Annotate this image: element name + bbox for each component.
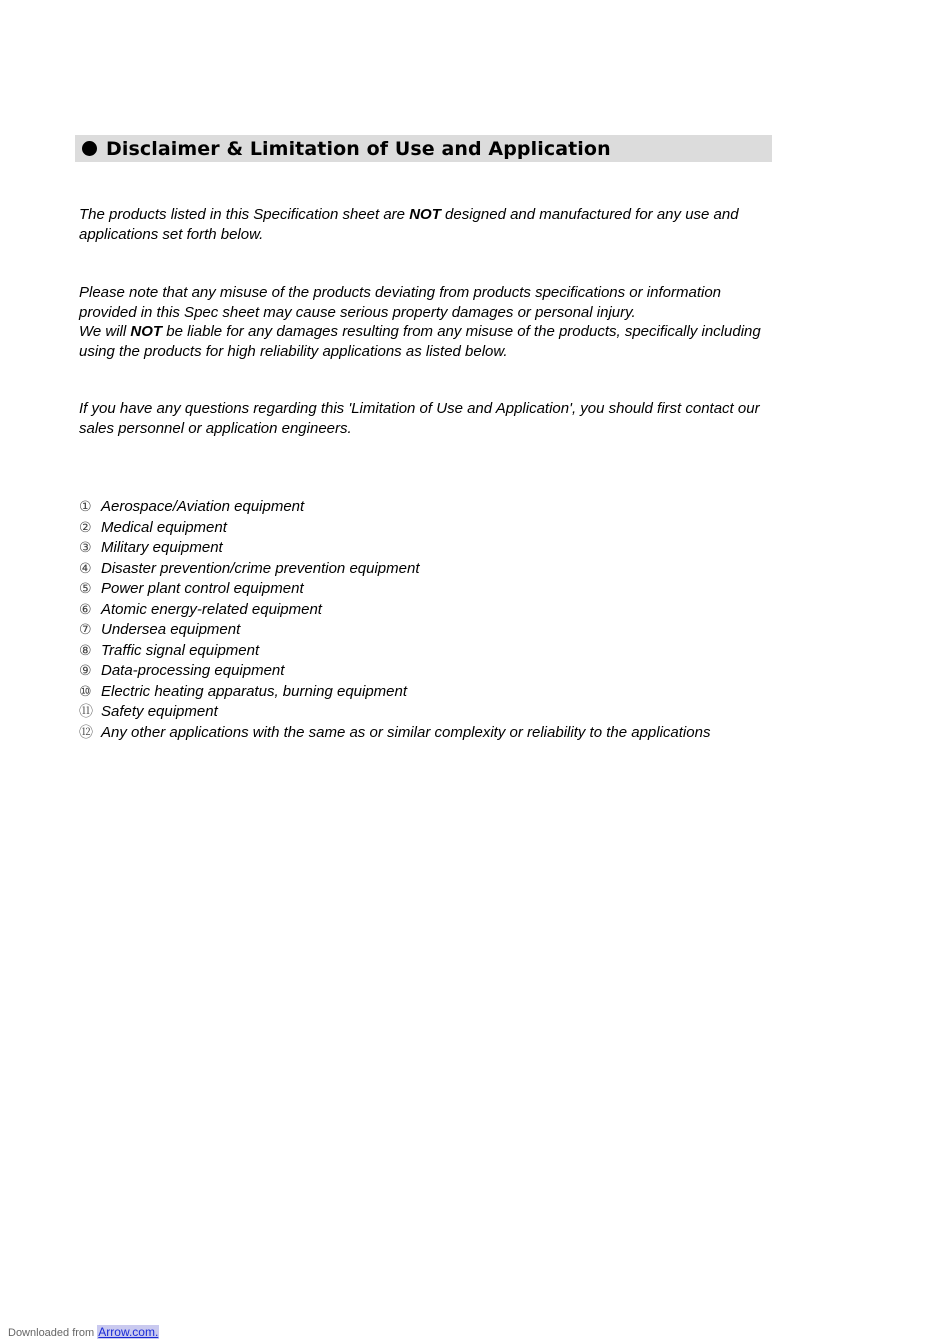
item-label: Traffic signal equipment <box>101 641 260 659</box>
section-title: Disclaimer & Limitation of Use and Application <box>106 137 611 160</box>
item-number: ① <box>79 499 92 515</box>
list-item <box>79 600 710 621</box>
footer <box>8 1325 159 1339</box>
applications-list <box>79 497 710 743</box>
item-label: Military equipment <box>101 539 223 556</box>
section-heading <box>75 135 772 162</box>
emphasis-not: NOT <box>130 323 163 340</box>
item-number: ⑨ <box>79 663 92 679</box>
item-number: ⑤ <box>79 581 92 597</box>
footer-prefix: Downloaded from <box>8 1327 98 1339</box>
list-item <box>79 620 710 641</box>
item-label: Any other applications with the same as or similar complexity or reliability to the applications <box>101 723 711 741</box>
list-item <box>79 723 710 744</box>
list-item <box>79 559 710 580</box>
item-label: Aerospace/Aviation equipment <box>101 498 305 515</box>
item-label: Undersea equipment <box>101 621 241 638</box>
item-number: ③ <box>79 540 92 556</box>
paragraph-liability <box>79 322 779 361</box>
bullet-icon <box>82 141 97 156</box>
item-label: Data-processing equipment <box>101 662 285 679</box>
item-label: Atomic energy-related equipment <box>101 600 322 618</box>
arrow-link[interactable]: Arrow.com. <box>98 1325 159 1339</box>
list-item <box>79 641 710 662</box>
list-item <box>79 682 710 703</box>
paragraph-misuse <box>79 283 779 361</box>
paragraph-text: We will <box>79 323 131 340</box>
item-number: ⑧ <box>79 642 92 659</box>
item-number: ⑪ <box>79 704 93 720</box>
paragraph-text: The products listed in this Specification sheet are <box>79 206 410 223</box>
item-number: ④ <box>79 560 92 577</box>
item-label: Medical equipment <box>101 518 227 536</box>
item-label: Power plant control equipment <box>101 580 304 597</box>
list-item <box>79 497 710 518</box>
paragraph-text: Please note that any misuse of the products deviating from products specifications or information provided in this Spec sheet may cause serious property damages or personal injury. <box>79 284 722 321</box>
paragraph-text: be liable for any damages resulting from any misuse of the products, specifically including using the products for high reliability applications as listed below. <box>79 323 761 360</box>
list-item <box>79 661 710 682</box>
list-item <box>79 538 710 559</box>
item-number: ② <box>79 519 92 536</box>
item-number: ⑩ <box>79 683 92 700</box>
paragraph-contact: If you have any questions regarding this 'Limitation of Use and Application', you should first contact our sales personnel or application engineers. <box>79 400 760 437</box>
list-item <box>79 702 710 723</box>
item-label: Electric heating apparatus, burning equipment <box>101 682 408 700</box>
item-number: ⑦ <box>79 622 92 638</box>
paragraph-text: designed and manufactured for any use and applications set forth below. <box>79 206 739 243</box>
item-label: Disaster prevention/crime prevention equipment <box>101 559 420 577</box>
item-number: ⑥ <box>79 601 92 618</box>
emphasis-not: NOT <box>409 206 441 223</box>
item-label: Safety equipment <box>101 703 218 720</box>
paragraph-not-designed <box>79 205 779 244</box>
item-number: ⑫ <box>79 724 93 741</box>
list-item <box>79 518 710 539</box>
list-item <box>79 579 710 600</box>
